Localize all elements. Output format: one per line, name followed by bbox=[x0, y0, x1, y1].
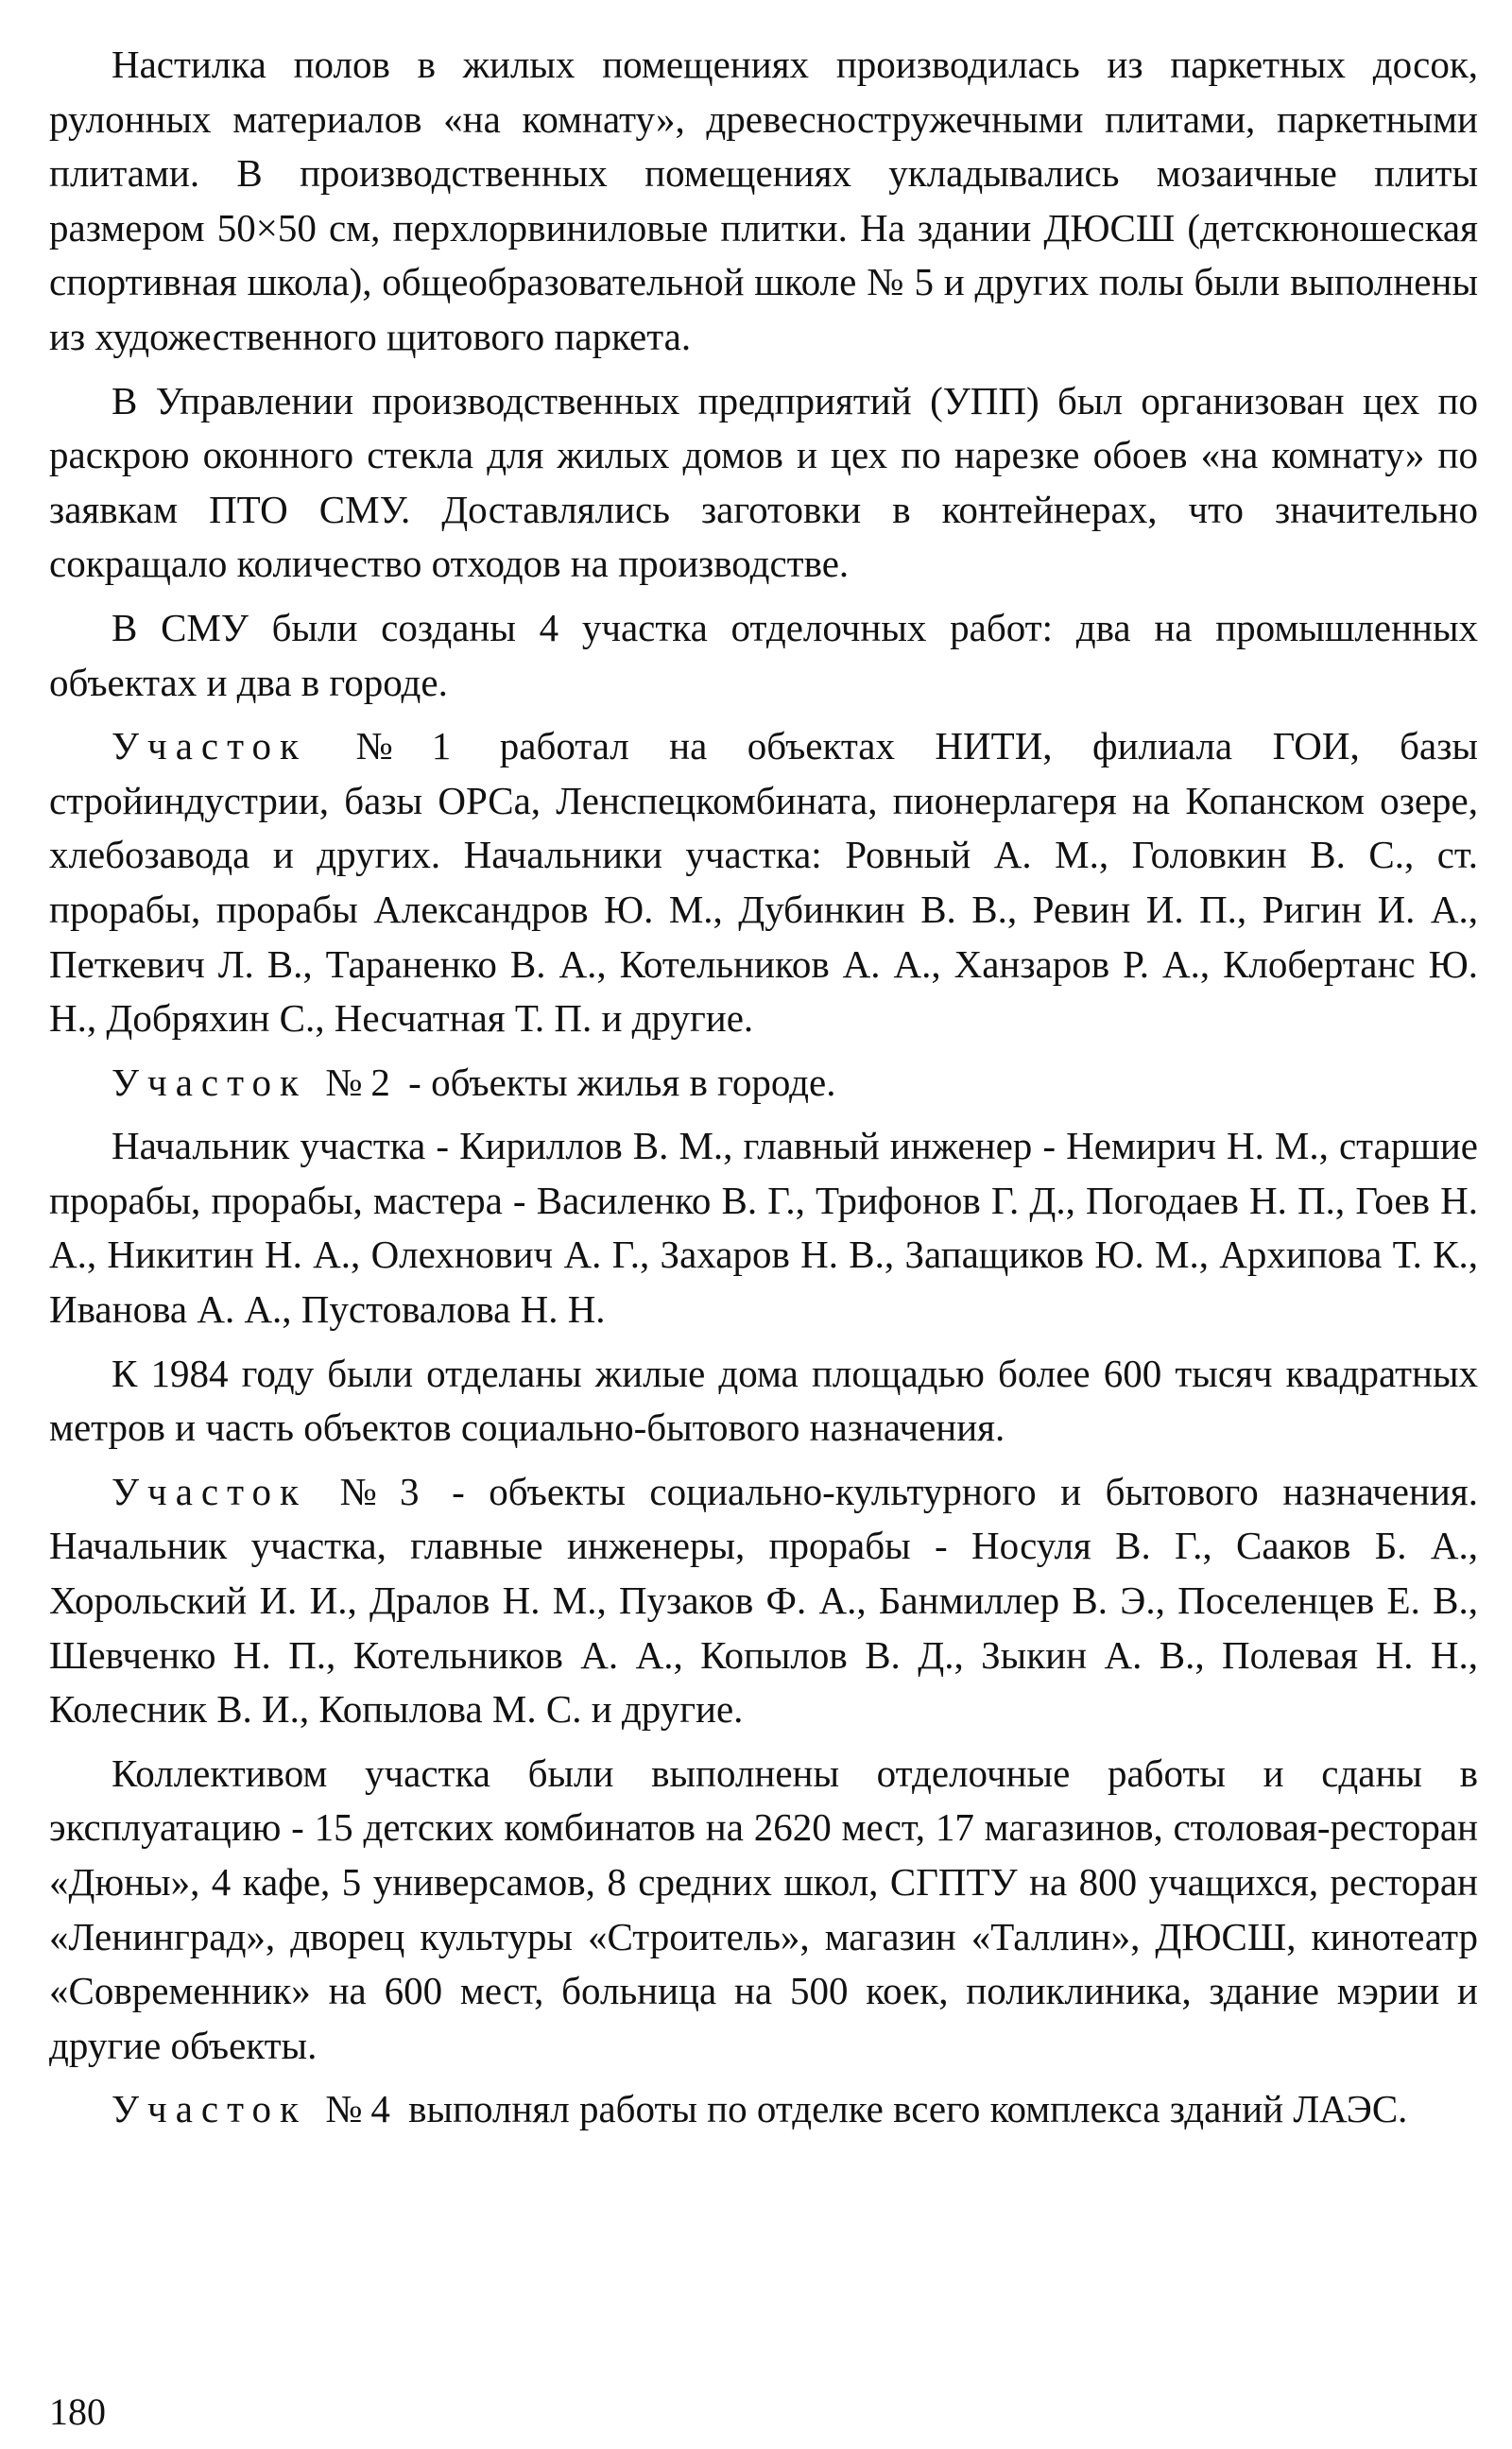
section-2-text: - объекты жилья в городе. bbox=[398, 1060, 836, 1104]
section-3-heading: Участок №3 bbox=[112, 1469, 428, 1513]
page-number: 180 bbox=[49, 2390, 106, 2433]
section-3-text: - объекты социально-культурного и бытового назначения. Начальник участка, главные инженеры, прорабы - Носуля В. Г., Сааков Б. А., Хорольский И. И., Дралов Н. М., Пузаков Ф. А., Банмиллер В. Э., Поселенцев Е. В., Шевченко Н. П., Котельников А. А., Копылов В. Д., Зыкин А. В., Полевая Н. Н., Колесник В. И., Копылова М. С. и другие. bbox=[49, 1469, 1478, 1732]
paragraph-section-2-staff: Начальник участка - Кириллов В. М., главный инженер - Немирич Н. М., старшие прорабы, прорабы, мастера - Василенко В. Г., Трифонов Г. Д., Погодаев Н. П., Гоев Н. А., Никитин Н. А., Олехнович А. Г., Захаров Н. В., Запащиков Ю. М., Архипова Т. К., Иванова А. А., Пустовалова Н. Н. bbox=[49, 1124, 1478, 1332]
section-1-text: работал на объектах НИТИ, филиала ГОИ, базы стройиндустрии, базы ОРСа, Ленспецкомбината, пионерлагеря на Копанском озере, хлебозавода и других. Начальники участка: Ровный А. М., Головкин В. С., ст. прорабы, прорабы Александров Ю. М., Дубинкин В. В., Ревин И. П., Ригин И. А., Петкевич Л. В., Тараненко В. А., Котельников А. А., Ханзаров Р. А., Клобертанс Ю. Н., Добряхин С., Несчатная Т. П. и другие. bbox=[49, 724, 1478, 1041]
paragraph-section-4 bbox=[49, 2082, 1478, 2137]
paragraph-upp-workshops: В Управлении производственных предприятий (УПП) был организован цех по раскрою оконного стекла для жилых домов и цех по нарезке обоев «на комнату» по заявкам ПТО СМУ. Доставлялись заготовки в контейнерах, что значительно сокращало количество отходов на производстве. bbox=[49, 378, 1478, 586]
section-4-heading: Участок №4 bbox=[112, 2087, 399, 2131]
paragraph-section-3-objects: Коллективом участка были выполнены отделочные работы и сданы в эксплуатацию - 15 детских комбинатов на 2620 мест, 17 магазинов, столовая-ресторан «Дюны», 4 кафе, 5 универсамов, 8 средних школ, СГПТУ на 800 учащихся, ресторан «Ленинград», дворец культуры «Строитель», магазин «Таллин», ДЮСШ, кинотеатр «Современник» на 600 мест, больница на 500 коек, поликлиника, здание мэрии и другие объекты. bbox=[49, 1751, 1478, 2067]
paragraph-section-3 bbox=[49, 1465, 1478, 1737]
paragraph-section-2 bbox=[49, 1056, 1478, 1111]
paragraph-1984-results: К 1984 году были отделаны жилые дома площадью более 600 тысяч квадратных метров и часть объектов социально-бытового назначения. bbox=[49, 1351, 1478, 1450]
section-1-heading: Участок №1 bbox=[112, 724, 460, 768]
paragraph-flooring: Настилка полов в жилых помещениях производилась из паркетных досок, рулонных материалов «на комнату», древесностружечными плитами, паркетными плитами. В производственных помещениях укладывались мозаичные плиты размером 50×50 см, перхлорвиниловые плитки. На здании ДЮСШ (детскюношеская спортивная школа), общеобразовательной школе № 5 и других полы были выполнены из художественного щитового паркета. bbox=[49, 43, 1478, 358]
section-4-text: выполнял работы по отделке всего комплекса зданий ЛАЭС. bbox=[398, 2087, 1408, 2131]
paragraph-smu-sections: В СМУ были созданы 4 участка отделочных работ: два на промышленных объектах и два в городе. bbox=[49, 605, 1478, 704]
paragraph-section-1 bbox=[49, 719, 1478, 1046]
page-text bbox=[49, 38, 1478, 2147]
section-2-heading: Участок №2 bbox=[112, 1060, 399, 1104]
